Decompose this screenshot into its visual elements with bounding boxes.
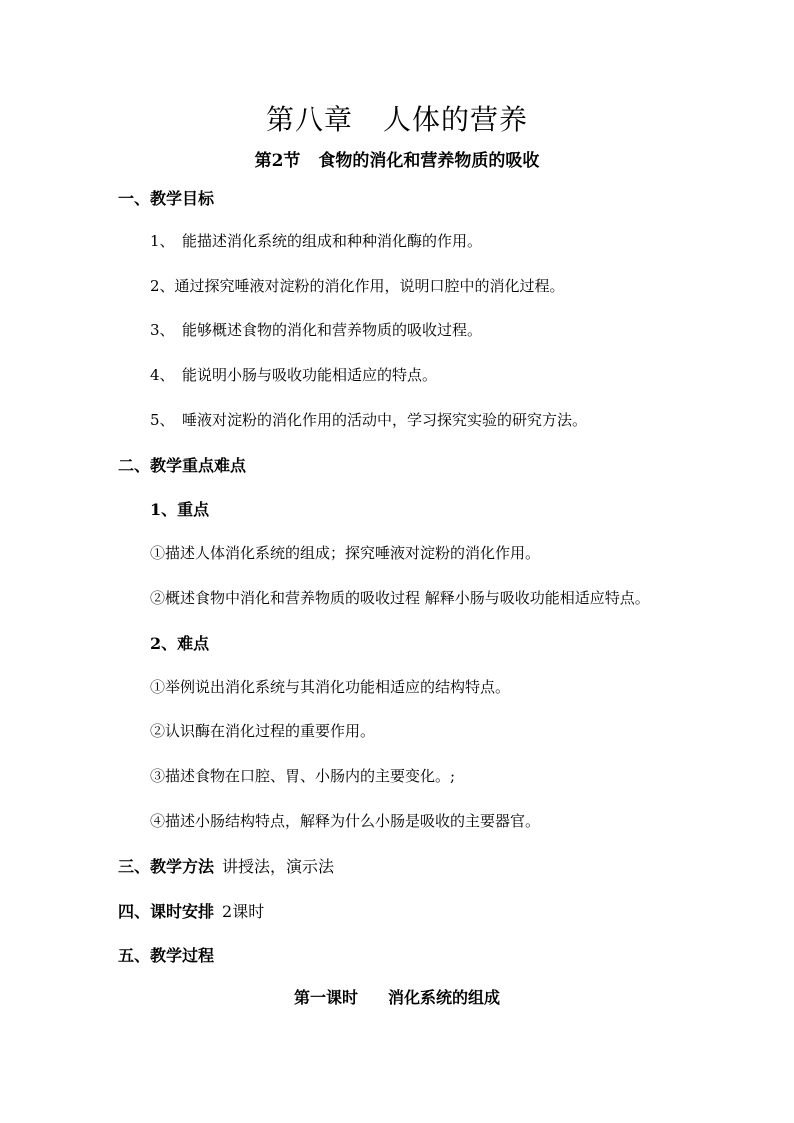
chapter-name: 人体的营养	[383, 103, 529, 136]
lesson-name: 消化系统的组成	[388, 988, 501, 1007]
focus-item: ②概述食物中消化和营养物质的吸收过程 解释小肠与吸收功能相适应特点。	[150, 589, 650, 607]
schedule-line	[118, 899, 264, 922]
objective-text: 能够概述食物的消化和营养物质的吸收过程。	[182, 321, 483, 339]
objective-item	[150, 409, 587, 430]
difficulty-heading: 2、难点	[150, 634, 210, 653]
schedule-heading: 四、课时安排	[118, 902, 215, 921]
objectives-heading: 一、教学目标	[118, 189, 215, 208]
difficulty-item: ③描述食物在口腔、胃、小肠内的主要变化。;	[150, 767, 456, 785]
lesson-number: 第一课时	[293, 988, 358, 1007]
objective-text: 能描述消化系统的组成和种种消化酶的作用。	[182, 232, 483, 250]
key-points-heading: 二、教学重点难点	[118, 456, 247, 475]
process-heading: 五、教学过程	[118, 946, 215, 965]
objective-number: 3、	[150, 321, 175, 339]
objective-item	[150, 230, 482, 251]
method-value: 讲授法，演示法	[222, 857, 335, 876]
chapter-title	[0, 98, 794, 138]
lesson-title	[0, 985, 794, 1008]
objective-number: 5、	[150, 411, 175, 429]
objective-item	[150, 319, 482, 340]
section-number: 第2节	[254, 151, 301, 171]
objective-text: 2、通过探究唾液对淀粉的消化作用，说明口腔中的消化过程。	[150, 277, 565, 295]
objective-text: 唾液对淀粉的消化作用的活动中，学习探究实验的研究方法。	[182, 411, 588, 429]
focus-heading: 1、重点	[150, 500, 210, 519]
difficulty-item: ①举例说出消化系统与其消化功能相适应的结构特点。	[150, 678, 511, 696]
difficulty-item: ②认识酶在消化过程的重要作用。	[150, 722, 376, 740]
focus-item: ①描述人体消化系统的组成；探究唾液对淀粉的消化作用。	[150, 544, 541, 562]
schedule-value: 2课时	[222, 902, 265, 921]
section-title	[0, 146, 794, 171]
objective-number: 1、	[150, 232, 175, 250]
objective-number: 4、	[150, 366, 175, 384]
chapter-number: 第八章	[265, 103, 353, 136]
method-line	[118, 854, 334, 877]
section-name: 食物的消化和营养物质的吸收	[318, 151, 540, 171]
method-heading: 三、教学方法	[118, 857, 215, 876]
objective-text: 能说明小肠与吸收功能相适应的特点。	[182, 366, 438, 384]
objective-item	[150, 275, 565, 296]
difficulty-item: ④描述小肠结构特点，解释为什么小肠是吸收的主要器官。	[150, 812, 541, 830]
objective-item	[150, 364, 437, 385]
